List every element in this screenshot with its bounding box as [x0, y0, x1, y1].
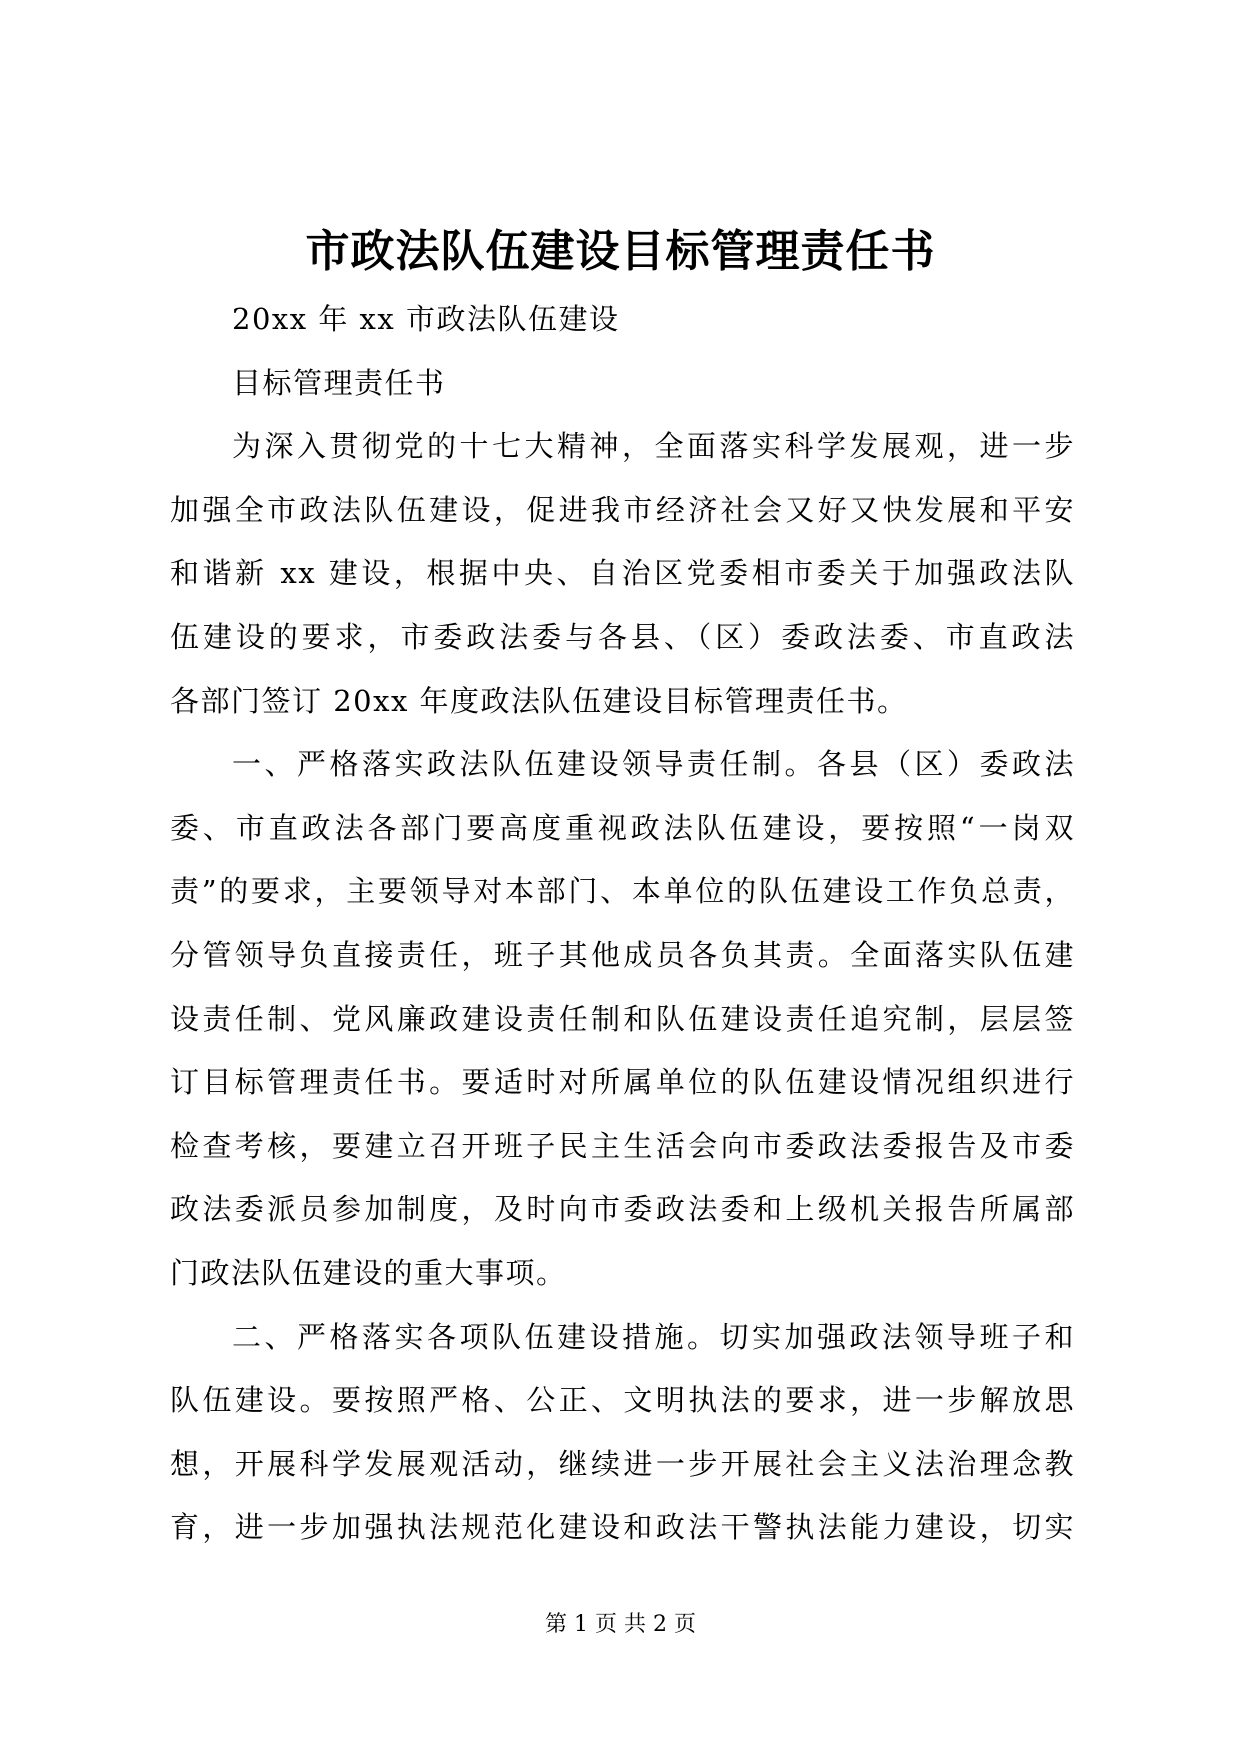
text-line: 一、严格落实政法队伍建设领导责任制。各县（区）委政法	[232, 747, 1075, 782]
text-line: 订目标管理责任书。要适时对所属单位的队伍建设情况组织进行	[170, 1065, 1075, 1100]
text-line: 为深入贯彻党的十七大精神，全面落实科学发展观，进一步	[232, 429, 1075, 464]
text-line: 和谐新 xx 建设，根据中央、自治区党委相市委关于加强政法队	[170, 556, 1075, 591]
subtitle-line: 目标管理责任书	[232, 365, 446, 400]
text-line: 门政法队伍建设的重大事项。	[170, 1255, 567, 1290]
text-line: 设责任制、党风廉政建设责任制和队伍建设责任追究制，层层签	[170, 1001, 1075, 1036]
page-footer: 第 1 页 共 2 页	[545, 1612, 696, 1637]
text-line: 政法委派员参加制度，及时向市委政法委和上级机关报告所属部	[170, 1192, 1075, 1227]
document-body	[170, 288, 1075, 1560]
text-line: 想，开展科学发展观活动，继续进一步开展社会主义法治理念教	[170, 1446, 1075, 1481]
text-line: 队伍建设。要按照严格、公正、文明执法的要求，进一步解放思	[170, 1383, 1075, 1418]
text-line: 委、市直政法各部门要高度重视政法队伍建设，要按照“一岗双	[170, 810, 1075, 845]
text-line: 责”的要求，主要领导对本部门、本单位的队伍建设工作负总责，	[170, 874, 1075, 909]
text-line: 伍建设的要求，市委政法委与各县、（区）委政法委、市直政法	[170, 619, 1075, 654]
text-line: 分管领导负直接责任，班子其他成员各负其责。全面落实队伍建	[170, 937, 1075, 972]
paragraph	[170, 415, 1075, 733]
text-line: 加强全市政法队伍建设，促进我市经济社会又好又快发展和平安	[170, 492, 1075, 527]
document-title: 市政法队伍建设目标管理责任书	[305, 226, 936, 277]
text-line: 育，进一步加强执法规范化建设和政法干警执法能力建设，切实	[170, 1510, 1075, 1545]
paragraph	[170, 733, 1075, 1305]
text-line: 二、严格落实各项队伍建设措施。切实加强政法领导班子和	[232, 1319, 1075, 1354]
paragraph	[170, 1306, 1075, 1560]
text-line: 各部门签订 20xx 年度政法队伍建设目标管理责任书。	[170, 683, 908, 718]
subtitle-line: 20xx 年 xx 市政法队伍建设	[232, 302, 620, 336]
text-line: 检查考核，要建立召开班子民主生活会向市委政法委报告及市委	[170, 1128, 1075, 1163]
